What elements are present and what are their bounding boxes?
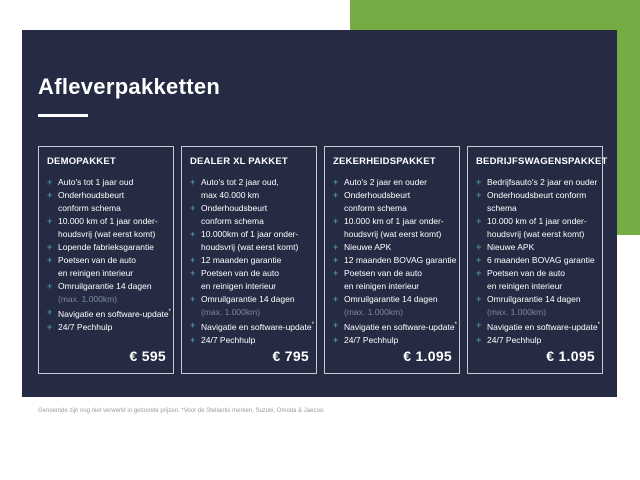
- package-feature-item: [190, 254, 309, 267]
- footnote: Genoemde zijn nog niet verwerkt in getoonde prijzen. *Voor de Stellantis merken, Suzuki, Omoda & Jaecoo.: [38, 408, 325, 414]
- package-feature-item: [476, 293, 595, 319]
- package-feature-text: 10.000 km of 1 jaar onder- houdsvrij (wat eerst komt): [487, 216, 587, 239]
- package-feature-text: Lopende fabrieksgarantie: [58, 242, 154, 252]
- page-title: Afleverpakketten: [38, 74, 221, 99]
- package-feature-text: 10.000 km of 1 jaar onder- houdsvrij (wat eerst komt): [344, 216, 444, 239]
- plus-icon: +: [333, 216, 339, 226]
- plus-icon: +: [190, 320, 196, 330]
- package-feature-text: Omruilgarantie 14 dagen (max. 1.000km): [201, 294, 295, 317]
- plus-icon: +: [333, 177, 339, 187]
- package-card: [181, 146, 317, 374]
- package-feature-text: Navigatie en software-update*: [344, 321, 457, 332]
- packages-panel: [22, 30, 617, 397]
- plus-icon: +: [476, 320, 482, 330]
- plus-icon: +: [190, 268, 196, 278]
- plus-icon: +: [190, 255, 196, 265]
- package-feature-item: [190, 293, 309, 319]
- plus-icon: +: [47, 281, 53, 291]
- package-feature-item: [333, 334, 452, 347]
- plus-icon: +: [333, 255, 339, 265]
- package-feature-text: Nieuwe APK: [487, 242, 535, 252]
- package-card-title: BEDRIJFSWAGENSPAKKET: [476, 156, 608, 167]
- package-price: € 595: [129, 348, 166, 364]
- package-feature-item: [47, 306, 171, 321]
- package-feature-item: [190, 202, 309, 228]
- package-feature-item: [47, 254, 166, 280]
- package-feature-item: [190, 228, 309, 254]
- package-feature-item: [476, 176, 598, 189]
- package-feature-text: Poetsen van de auto en reinigen interieur: [487, 268, 565, 291]
- package-feature-item: [476, 319, 600, 334]
- package-feature-item: [190, 319, 314, 334]
- package-feature-item: [333, 189, 452, 215]
- plus-icon: +: [47, 321, 53, 332]
- package-feature-text: Onderhoudsbeurt conform schema: [58, 190, 125, 213]
- package-feature-item: [476, 189, 595, 215]
- package-feature-item: [47, 241, 166, 254]
- package-price: € 795: [272, 348, 309, 364]
- package-feature-text: Poetsen van de auto en reinigen interieur: [58, 255, 136, 278]
- plus-icon: +: [476, 334, 482, 345]
- plus-icon: +: [190, 177, 196, 187]
- package-feature-text: 24/7 Pechhulp: [487, 334, 542, 345]
- package-feature-text: Omruilgarantie 14 dagen (max. 1.000km): [58, 281, 152, 304]
- package-feature-text: Onderhoudsbeurt conform schema: [487, 190, 587, 213]
- plus-icon: +: [476, 216, 482, 226]
- package-feature-item: [190, 176, 309, 202]
- package-feature-text: Bedrijfsauto's 2 jaar en ouder: [487, 177, 598, 187]
- package-feature-text: Navigatie en software-update*: [58, 308, 171, 319]
- package-feature-item: [47, 321, 166, 334]
- package-feature-text: 6 maanden BOVAG garantie: [487, 255, 595, 265]
- package-card: [324, 146, 460, 374]
- package-feature-text: Auto's tot 2 jaar oud, max 40.000 km: [201, 177, 279, 200]
- package-feature-text: 12 maanden garantie: [201, 255, 282, 265]
- plus-icon: +: [47, 307, 53, 317]
- package-card: [38, 146, 174, 374]
- package-feature-item: [333, 215, 452, 241]
- package-feature-text: 10.000 km of 1 jaar onder- houdsvrij (wat eerst komt): [58, 216, 158, 239]
- package-feature-text: Onderhoudsbeurt conform schema: [344, 190, 411, 213]
- plus-icon: +: [47, 177, 53, 187]
- plus-icon: +: [190, 334, 196, 345]
- plus-icon: +: [47, 190, 53, 200]
- package-card-title: DEALER XL PAKKET: [190, 156, 288, 167]
- package-feature-text: Omruilgarantie 14 dagen (max. 1.000km): [344, 294, 438, 317]
- plus-icon: +: [476, 190, 482, 200]
- plus-icon: +: [333, 334, 339, 345]
- package-feature-item: [476, 215, 595, 241]
- package-feature-item: [190, 334, 309, 347]
- package-feature-item: [476, 254, 595, 267]
- plus-icon: +: [333, 320, 339, 330]
- package-feature-item: [333, 241, 452, 254]
- plus-icon: +: [333, 242, 339, 252]
- package-feature-item: [476, 267, 595, 293]
- plus-icon: +: [476, 242, 482, 252]
- plus-icon: +: [476, 255, 482, 265]
- package-feature-item: [47, 189, 166, 215]
- plus-icon: +: [333, 294, 339, 304]
- package-feature-text: 24/7 Pechhulp: [58, 321, 113, 332]
- package-feature-item: [333, 176, 452, 189]
- package-feature-list: [190, 176, 314, 347]
- package-feature-item: [47, 215, 166, 241]
- title-underline: [38, 114, 88, 117]
- package-feature-list: [333, 176, 457, 347]
- package-price: € 1.095: [546, 348, 595, 364]
- package-feature-text: 24/7 Pechhulp: [201, 334, 256, 345]
- package-feature-text: Omruilgarantie 14 dagen (max. 1.000km): [487, 294, 581, 317]
- plus-icon: +: [333, 268, 339, 278]
- plus-icon: +: [333, 190, 339, 200]
- package-feature-item: [333, 319, 457, 334]
- package-feature-item: [476, 334, 595, 347]
- package-feature-item: [333, 254, 457, 267]
- package-feature-item: [190, 267, 309, 293]
- package-feature-text: Poetsen van de auto en reinigen interieur: [201, 268, 279, 291]
- package-feature-item: [333, 267, 452, 293]
- package-feature-text: Nieuwe APK: [344, 242, 392, 252]
- package-feature-text: 12 maanden BOVAG garantie: [344, 255, 457, 265]
- package-feature-item: [476, 241, 595, 254]
- plus-icon: +: [476, 268, 482, 278]
- package-feature-item: [47, 176, 166, 189]
- plus-icon: +: [47, 216, 53, 226]
- package-feature-text: Poetsen van de auto en reinigen interieur: [344, 268, 422, 291]
- package-feature-list: [476, 176, 600, 347]
- package-feature-text: Auto's tot 1 jaar oud: [58, 177, 134, 187]
- package-feature-text: 24/7 Pechhulp: [344, 334, 399, 345]
- plus-icon: +: [190, 229, 196, 239]
- package-feature-item: [47, 280, 166, 306]
- package-card-title: ZEKERHEIDSPAKKET: [333, 156, 436, 167]
- plus-icon: +: [476, 177, 482, 187]
- plus-icon: +: [47, 242, 53, 252]
- package-price: € 1.095: [403, 348, 452, 364]
- package-card: [467, 146, 608, 374]
- package-feature-text: 10.000km of 1 jaar onder- houdsvrij (wat eerst komt): [201, 229, 299, 252]
- package-feature-text: Navigatie en software-update*: [201, 321, 314, 332]
- package-feature-text: Onderhoudsbeurt conform schema: [201, 203, 268, 226]
- plus-icon: +: [190, 203, 196, 213]
- package-feature-item: [333, 293, 452, 319]
- plus-icon: +: [190, 294, 196, 304]
- package-feature-text: Navigatie en software-update*: [487, 321, 600, 332]
- package-card-title: DEMOPAKKET: [47, 156, 116, 167]
- plus-icon: +: [476, 294, 482, 304]
- package-feature-list: [47, 176, 171, 334]
- package-cards-row: [38, 146, 608, 374]
- plus-icon: +: [47, 255, 53, 265]
- package-feature-text: Auto's 2 jaar en ouder: [344, 177, 427, 187]
